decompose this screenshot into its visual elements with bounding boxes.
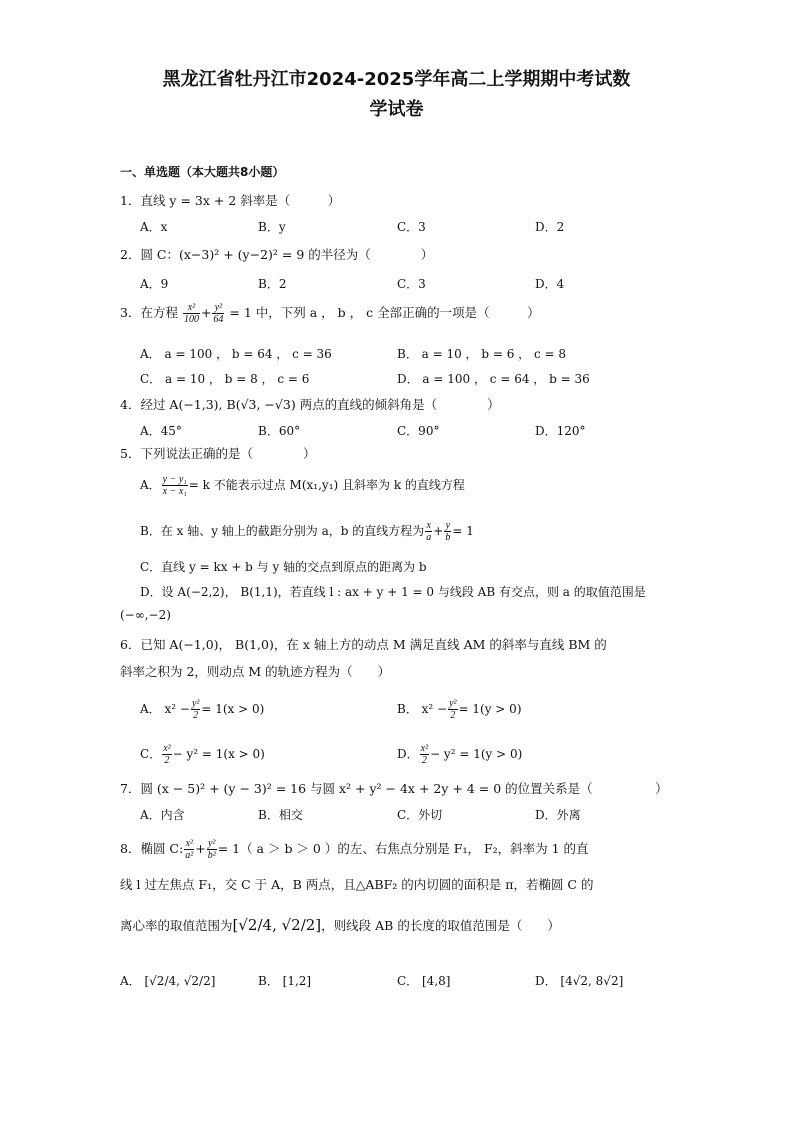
q5-option-d: D．设 A(−2,2)， B(1,1)，若直线 l : ax + y + 1 = 0 与线段 AB 有交点，则 a 的取值范围是 [140,585,646,599]
q8-eccentricity-range: [√2/4, √2/2] [232,916,322,934]
question-8-line2: 线 l 过左焦点 F₁，交 C 于 A，B 两点，且△ABF₂ 的内切圆的面积是 π，若椭圆 C 的 [120,877,594,892]
q8-option-a: A． [√2/4, √2/2] [120,974,216,988]
q6-b-suffix: = 1(y > 0) [458,702,522,716]
q7-option-d: D．外离 [535,808,581,822]
q5-option-b: B．在 x 轴、y 轴上的截距分别为 a，b 的直线方程为 $\frac{x}{a}$ + $\frac{y}{b}$ = 1 [140,520,474,543]
q5-a-fraction [162,474,188,497]
exam-title-line1: 黑龙江省牡丹江市2024-2025学年高二上学期期中考试数 [162,69,631,90]
q2-option-d: D．4 [535,277,565,291]
question-2-stem: 2．圆 C：(x−3)² + (y−2)² = 9 的半径为（ ） [120,247,434,262]
q6-d-frac-num: x² [420,743,429,754]
q8-fraction-y [207,838,217,861]
q5-a-suffix: = k 不能表示过点 M(x₁,y₁) 且斜率为 k 的直线方程 [188,478,465,492]
q3-option-a: A． a = 100 ， b = 64 ， c = 36 [140,347,332,361]
q6-d-fraction [420,743,429,766]
question-8-line1: 8．椭圆 C: $\frac{\text{x²}}{\text{a²}}$ + $\frac{\text{y²}}{\text{b²}}$ = 1（ a ＞ b ＞ 0 ）的左、右焦点分别是 F₁， F₂，斜率为 1 的直 [120,838,589,861]
question-7-stem: 7．圆 (x − 5)² + (y − 3)² = 16 与圆 x² + y² − 4x + 2y + 4 = 0 的位置关系是（ ） [120,781,668,796]
q2-option-c: C．3 [397,277,426,291]
q8-fraction-x [184,838,194,861]
q4-option-c: C．90° [397,424,440,438]
q6-d-frac-den: 2 [421,755,427,766]
q6-c-suffix: − y² = 1(x > 0) [172,747,265,761]
q7-option-c: C．外切 [397,808,443,822]
q8-frac2-num: y² [207,838,216,849]
q6-a-frac-den: 2 [193,710,199,721]
q5-b-frac2-den: b [445,532,451,543]
q6-a-fraction [191,698,200,721]
q6-a-suffix: = 1(x > 0) [201,702,265,716]
question-6-line2: 斜率之积为 2，则动点 M 的轨迹方程为（ ） [120,664,391,679]
q1-option-c: C．3 [397,220,426,234]
q2-option-b: B．2 [258,277,287,291]
q3-frac1-den: 100 [183,314,199,325]
q5-b-frac2-num: y [445,520,451,531]
q3-stem-suffix: = 1 中，下列 a ， b ， c 全部正确的一项是（ ） [229,305,540,320]
question-1-stem: 1．直线 y = 3x + 2 斜率是（ ） [120,193,341,208]
q8-frac1-den: a² [185,850,194,861]
q5-b-frac1-num: x [426,520,431,531]
q5-a-frac-num: y − y₁ [162,474,187,485]
q6-option-c [140,743,265,766]
question-3-stem: 3．在方程 $\frac{\text{x²}}{100}$ + $\frac{\text{y²}}{64}$ = 1 中，下列 a ， b ， c 全部正确的一项是（ ） [120,302,540,325]
q6-b-frac-num: y² [449,698,457,709]
q6-c-fraction [162,743,171,766]
q1-option-d: D．2 [535,220,565,234]
q8-option-d: D． [4√2, 8√2] [535,974,624,988]
q3-fraction-y [212,302,224,325]
q8-frac2-den: b² [207,850,216,861]
q1-option-a: A．x [140,220,168,234]
q6-b-frac-den: 2 [450,710,456,721]
q5-option-d-continued: (−∞,−2) [120,608,171,622]
q5-a-frac-den: x − x₁ [162,486,187,497]
q7-option-b: B．相交 [258,808,303,822]
q5-b-fraction-y [444,520,451,543]
q5-a-prefix: A． [140,478,161,492]
q8-option-b: B． [1,2] [258,974,312,988]
q3-frac2-den: 64 [213,314,224,325]
q8-line3-suffix: ，则线段 AB 的长度的取值范围是（ ） [321,918,560,933]
q2-option-a: A．9 [140,277,169,291]
q3-frac2-num: y² [212,302,224,314]
q8-option-c: C． [4,8] [397,974,451,988]
q8-line1-prefix: 8．椭圆 C: [120,841,184,856]
q4-option-a: A．45° [140,424,182,438]
q6-c-frac-den: 2 [164,755,170,766]
q6-a-frac-num: y² [191,698,200,709]
question-5-stem: 5．下列说法正确的是（ ） [120,446,316,461]
q5-option-c: C．直线 y = kx + b 与 y 轴的交点到原点的距离为 b [140,560,427,574]
q3-option-c: C． a = 10 ， b = 8 ， c = 6 [140,372,310,386]
q6-c-frac-num: x² [163,743,171,754]
exam-title-line2: 学试卷 [369,99,424,120]
q3-stem-prefix: 3．在方程 [120,305,178,320]
q6-option-d [397,743,522,766]
q6-c-prefix: C． [140,747,162,761]
section-heading: 一、单选题（本大题共8小题） [120,165,285,179]
q6-d-suffix: − y² = 1(y > 0) [430,747,523,761]
q8-line1-suffix: = 1（ a ＞ b ＞ 0 ）的左、右焦点分别是 F₁， F₂，斜率为 1 的直 [217,841,589,856]
q6-d-prefix: D． [397,747,419,761]
q6-a-prefix: A． x² − [140,702,190,716]
q3-option-b: B． a = 10 ， b = 6 ， c = 8 [397,347,567,361]
q3-fraction-x [183,302,200,325]
q6-b-prefix: B． x² − [397,702,448,716]
q6-option-a [140,698,264,721]
q8-line3-prefix: 离心率的取值范围为 [120,918,233,933]
question-6-line1: 6．已知 A(−1,0)， B(1,0)，在 x 轴上方的动点 M 满足直线 AM 的斜率与直线 BM 的 [120,637,607,652]
q4-option-b: B．60° [258,424,301,438]
q5-option-a [140,474,465,497]
q4-option-d: D．120° [535,424,586,438]
q6-b-fraction [448,698,457,721]
q7-option-a: A．内含 [140,808,185,822]
q3-option-d: D． a = 100 ， c = 64 ， b = 36 [397,372,590,386]
question-4-stem: 4．经过 A(−1,3), B(√3, −√3) 两点的直线的倾斜角是（ ） [120,397,500,412]
q6-option-b [397,698,522,721]
q1-option-b: B．y [258,220,286,234]
q5-b-suffix: = 1 [452,524,474,538]
q5-b-frac1-den: a [426,532,432,543]
q5-b-prefix: B．在 x 轴、y 轴上的截距分别为 a，b 的直线方程为 [140,524,425,538]
q3-frac1-num: x² [183,302,200,314]
q5-b-fraction-x [425,520,432,543]
question-8-line3 [120,916,560,935]
q8-frac1-num: x² [185,838,193,849]
